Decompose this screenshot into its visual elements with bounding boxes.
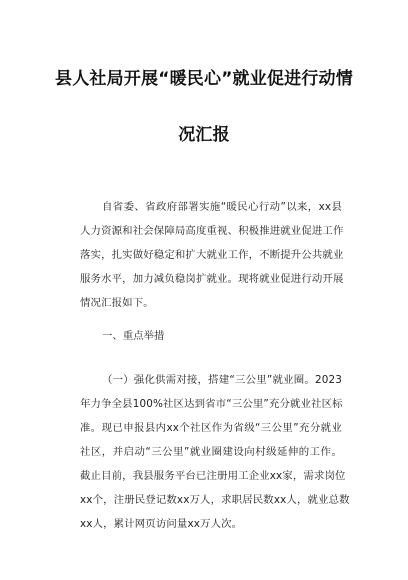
section-line: （一）强化供需对接，搭建“三公里”就业圈。2023 <box>102 374 342 386</box>
intro-line: 人力资源和社会保障局高度重视、积极推进就业促进工作 <box>80 225 344 237</box>
document-title-line-1: 县人社局开展“暖民心”就业促进行动情 <box>55 69 353 89</box>
section-heading: 一、重点举措 <box>102 330 165 342</box>
section-line: 年力争全县100%社区达到省市“三公里”充分就业社区标 <box>80 398 343 410</box>
section-paragraph <box>80 368 350 536</box>
section-line: xx人，累计网页访问量xx万人次。 <box>80 518 243 530</box>
intro-paragraph <box>80 195 342 315</box>
section-line: xx个，注册民登记数xx万人，求职居民数xx人，就业总数 <box>80 494 350 506</box>
intro-line: 服务水平，加力减负稳岗扩就业。现将就业促进行动开展 <box>80 273 344 285</box>
section-line: 社区，并启动“三公里”就业圈建设向村级延伸的工作。 <box>80 446 342 458</box>
document-title-line-2: 况汇报 <box>178 125 230 145</box>
section-line: 截止目前，我县服务平台已注册用工企业xx家，需求岗位 <box>80 470 346 482</box>
intro-line: 情况汇报如下。 <box>80 297 154 309</box>
intro-line: 落实，扎实做好稳定和扩大就业工作，不断提升公共就业 <box>80 249 344 261</box>
section-line: 准。现已申报县内xx个社区作为省级“三公里”充分就业 <box>80 422 342 434</box>
intro-line: 自省委、省政府部署实施“暖民心行动”以来，xx县 <box>102 201 342 213</box>
